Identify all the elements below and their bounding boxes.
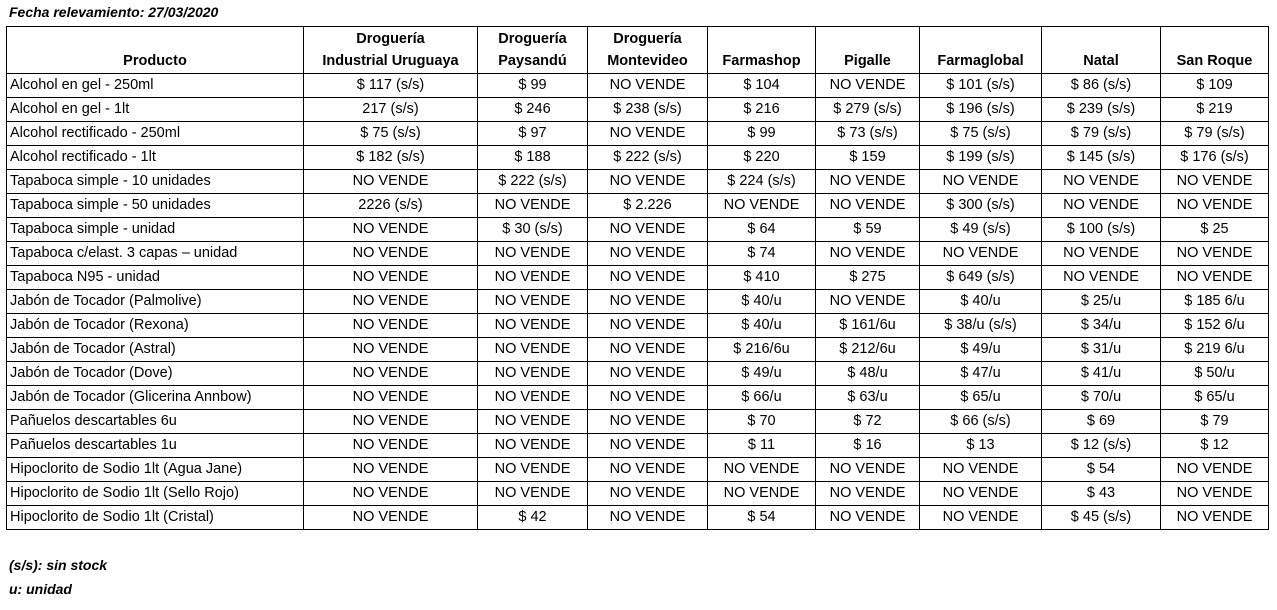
table-row xyxy=(7,290,1269,314)
price-cell: $ 79 (s/s) xyxy=(1042,122,1161,146)
price-cell: NO VENDE xyxy=(304,386,478,410)
price-cell: NO VENDE xyxy=(1042,266,1161,290)
column-header-line2: San Roque xyxy=(1176,53,1253,69)
price-cell: $ 42 xyxy=(478,506,588,530)
table-row xyxy=(7,362,1269,386)
price-cell: $ 101 (s/s) xyxy=(920,74,1042,98)
price-cell: $ 48/u xyxy=(816,362,920,386)
column-header-line1 xyxy=(1045,28,1157,50)
product-cell: Tapaboca simple - unidad xyxy=(7,218,304,242)
table-row xyxy=(7,74,1269,98)
price-cell: NO VENDE xyxy=(478,314,588,338)
price-cell: $ 40/u xyxy=(708,314,816,338)
column-header-line1 xyxy=(711,28,812,50)
price-cell: NO VENDE xyxy=(478,458,588,482)
column-header-producto xyxy=(7,27,304,74)
price-cell: $ 59 xyxy=(816,218,920,242)
price-cell: NO VENDE xyxy=(816,506,920,530)
table-row xyxy=(7,338,1269,362)
legend-sin-stock: (s/s): sin stock xyxy=(9,557,108,573)
header-row xyxy=(7,27,1269,74)
price-cell: NO VENDE xyxy=(304,338,478,362)
price-cell: NO VENDE xyxy=(708,194,816,218)
table-header xyxy=(7,27,1269,74)
table-row xyxy=(7,434,1269,458)
column-header-line2: Industrial Uruguaya xyxy=(322,53,459,69)
product-cell: Alcohol en gel - 250ml xyxy=(7,74,304,98)
price-cell: $ 66 (s/s) xyxy=(920,410,1042,434)
product-cell: Pañuelos descartables 1u xyxy=(7,434,304,458)
column-header-line2: Pigalle xyxy=(844,53,891,69)
price-cell: NO VENDE xyxy=(588,74,708,98)
price-cell: $ 222 (s/s) xyxy=(478,170,588,194)
product-cell: Tapaboca simple - 50 unidades xyxy=(7,194,304,218)
price-cell: NO VENDE xyxy=(478,338,588,362)
price-cell: NO VENDE xyxy=(588,434,708,458)
price-cell: $ 43 xyxy=(1042,482,1161,506)
price-cell: $ 220 xyxy=(708,146,816,170)
table-row xyxy=(7,146,1269,170)
price-cell: $ 159 xyxy=(816,146,920,170)
price-cell: $ 64 xyxy=(708,218,816,242)
column-header xyxy=(708,27,816,74)
table-row xyxy=(7,314,1269,338)
table-row xyxy=(7,218,1269,242)
price-cell: $ 16 xyxy=(816,434,920,458)
price-cell: NO VENDE xyxy=(478,362,588,386)
price-cell: $ 38/u (s/s) xyxy=(920,314,1042,338)
price-cell: $ 79 (s/s) xyxy=(1161,122,1269,146)
price-cell: NO VENDE xyxy=(588,122,708,146)
price-cell: $ 69 xyxy=(1042,410,1161,434)
product-cell: Hipoclorito de Sodio 1lt (Agua Jane) xyxy=(7,458,304,482)
column-header-line1 xyxy=(923,28,1038,50)
table-row xyxy=(7,98,1269,122)
price-cell: NO VENDE xyxy=(588,266,708,290)
price-cell: $ 145 (s/s) xyxy=(1042,146,1161,170)
price-cell: 2226 (s/s) xyxy=(304,194,478,218)
price-cell: $ 75 (s/s) xyxy=(304,122,478,146)
product-cell: Jabón de Tocador (Palmolive) xyxy=(7,290,304,314)
table-row xyxy=(7,170,1269,194)
price-cell: NO VENDE xyxy=(304,242,478,266)
column-header-line2: Montevideo xyxy=(607,53,688,69)
column-header xyxy=(816,27,920,74)
price-cell: NO VENDE xyxy=(304,434,478,458)
price-cell: NO VENDE xyxy=(478,434,588,458)
product-cell: Jabón de Tocador (Astral) xyxy=(7,338,304,362)
product-cell: Pañuelos descartables 6u xyxy=(7,410,304,434)
price-cell: NO VENDE xyxy=(588,362,708,386)
column-header-line1 xyxy=(1164,28,1265,50)
price-cell: NO VENDE xyxy=(708,458,816,482)
column-header xyxy=(1161,27,1269,74)
price-cell: $ 54 xyxy=(1042,458,1161,482)
price-cell: $ 216 xyxy=(708,98,816,122)
price-cell: NO VENDE xyxy=(1042,242,1161,266)
price-cell: $ 117 (s/s) xyxy=(304,74,478,98)
price-cell: NO VENDE xyxy=(588,482,708,506)
price-cell: NO VENDE xyxy=(708,482,816,506)
price-cell: NO VENDE xyxy=(1161,482,1269,506)
price-cell: $ 47/u xyxy=(920,362,1042,386)
price-cell: $ 70/u xyxy=(1042,386,1161,410)
column-header-line2: Natal xyxy=(1083,53,1119,69)
column-header xyxy=(1042,27,1161,74)
price-cell: NO VENDE xyxy=(588,458,708,482)
price-cell: $ 40/u xyxy=(708,290,816,314)
price-cell: $ 97 xyxy=(478,122,588,146)
price-cell: $ 212/6u xyxy=(816,338,920,362)
column-header-line2: Producto xyxy=(123,53,187,69)
table-row xyxy=(7,266,1269,290)
price-cell: $ 65/u xyxy=(1161,386,1269,410)
price-cell: $ 275 xyxy=(816,266,920,290)
price-cell: $ 196 (s/s) xyxy=(920,98,1042,122)
price-cell: NO VENDE xyxy=(304,410,478,434)
table-row xyxy=(7,410,1269,434)
price-cell: $ 70 xyxy=(708,410,816,434)
product-cell: Hipoclorito de Sodio 1lt (Sello Rojo) xyxy=(7,482,304,506)
price-cell: NO VENDE xyxy=(920,458,1042,482)
price-cell: NO VENDE xyxy=(588,290,708,314)
price-cell: NO VENDE xyxy=(304,458,478,482)
price-cell: NO VENDE xyxy=(816,482,920,506)
column-header xyxy=(304,27,478,74)
price-cell: NO VENDE xyxy=(588,386,708,410)
price-cell: $ 11 xyxy=(708,434,816,458)
price-cell: NO VENDE xyxy=(588,242,708,266)
price-cell: $ 65/u xyxy=(920,386,1042,410)
column-header xyxy=(920,27,1042,74)
price-table xyxy=(6,26,1269,530)
price-cell: NO VENDE xyxy=(816,74,920,98)
price-cell: $ 63/u xyxy=(816,386,920,410)
price-cell: NO VENDE xyxy=(920,170,1042,194)
price-cell: NO VENDE xyxy=(478,194,588,218)
price-cell: $ 41/u xyxy=(1042,362,1161,386)
price-cell: $ 99 xyxy=(478,74,588,98)
product-cell: Jabón de Tocador (Glicerina Annbow) xyxy=(7,386,304,410)
price-cell: NO VENDE xyxy=(478,410,588,434)
price-cell: $ 45 (s/s) xyxy=(1042,506,1161,530)
column-header-line1 xyxy=(10,28,300,50)
price-cell: NO VENDE xyxy=(304,290,478,314)
price-cell: $ 12 xyxy=(1161,434,1269,458)
price-cell: $ 161/6u xyxy=(816,314,920,338)
price-cell: $ 49 (s/s) xyxy=(920,218,1042,242)
price-cell: NO VENDE xyxy=(816,290,920,314)
table-row xyxy=(7,386,1269,410)
product-cell: Tapaboca simple - 10 unidades xyxy=(7,170,304,194)
price-cell: $ 79 xyxy=(1161,410,1269,434)
product-cell: Alcohol rectificado - 250ml xyxy=(7,122,304,146)
price-cell: NO VENDE xyxy=(588,410,708,434)
price-cell: $ 216/6u xyxy=(708,338,816,362)
price-cell: $ 74 xyxy=(708,242,816,266)
price-cell: $ 188 xyxy=(478,146,588,170)
price-cell: $ 219 xyxy=(1161,98,1269,122)
price-cell: $ 25 xyxy=(1161,218,1269,242)
price-cell: NO VENDE xyxy=(920,482,1042,506)
table-row xyxy=(7,122,1269,146)
price-cell: NO VENDE xyxy=(588,218,708,242)
price-cell: $ 66/u xyxy=(708,386,816,410)
price-cell: $ 34/u xyxy=(1042,314,1161,338)
price-cell: NO VENDE xyxy=(1042,170,1161,194)
price-cell: NO VENDE xyxy=(304,218,478,242)
price-cell: NO VENDE xyxy=(1161,506,1269,530)
price-cell: NO VENDE xyxy=(816,170,920,194)
product-cell: Jabón de Tocador (Dove) xyxy=(7,362,304,386)
column-header-line2: Paysandú xyxy=(498,53,567,69)
price-cell: NO VENDE xyxy=(1161,458,1269,482)
price-cell: $ 99 xyxy=(708,122,816,146)
product-cell: Alcohol rectificado - 1lt xyxy=(7,146,304,170)
price-cell: $ 13 xyxy=(920,434,1042,458)
column-header-line2: Farmashop xyxy=(722,53,801,69)
product-cell: Alcohol en gel - 1lt xyxy=(7,98,304,122)
price-cell: $ 224 (s/s) xyxy=(708,170,816,194)
price-cell: $ 152 6/u xyxy=(1161,314,1269,338)
price-cell: $ 246 xyxy=(478,98,588,122)
product-cell: Hipoclorito de Sodio 1lt (Cristal) xyxy=(7,506,304,530)
price-cell: $ 239 (s/s) xyxy=(1042,98,1161,122)
price-cell: $ 12 (s/s) xyxy=(1042,434,1161,458)
price-cell: NO VENDE xyxy=(478,290,588,314)
price-cell: NO VENDE xyxy=(304,170,478,194)
price-cell: NO VENDE xyxy=(304,482,478,506)
price-cell: $ 222 (s/s) xyxy=(588,146,708,170)
column-header-line1: Droguería xyxy=(613,31,682,47)
column-header xyxy=(478,27,588,74)
product-cell: Tapaboca c/elast. 3 capas – unidad xyxy=(7,242,304,266)
price-cell: $ 54 xyxy=(708,506,816,530)
price-cell: $ 104 xyxy=(708,74,816,98)
price-cell: NO VENDE xyxy=(304,506,478,530)
price-cell: NO VENDE xyxy=(588,170,708,194)
price-cell: NO VENDE xyxy=(588,338,708,362)
price-cell: $ 25/u xyxy=(1042,290,1161,314)
price-cell: $ 649 (s/s) xyxy=(920,266,1042,290)
survey-date: Fecha relevamiento: 27/03/2020 xyxy=(9,4,219,20)
product-cell: Jabón de Tocador (Rexona) xyxy=(7,314,304,338)
price-cell: NO VENDE xyxy=(478,266,588,290)
price-cell: 217 (s/s) xyxy=(304,98,478,122)
price-cell: NO VENDE xyxy=(304,266,478,290)
price-cell: $ 75 (s/s) xyxy=(920,122,1042,146)
price-cell: $ 50/u xyxy=(1161,362,1269,386)
price-cell: $ 73 (s/s) xyxy=(816,122,920,146)
table-body xyxy=(7,74,1269,530)
price-cell: $ 100 (s/s) xyxy=(1042,218,1161,242)
column-header xyxy=(588,27,708,74)
price-cell: $ 185 6/u xyxy=(1161,290,1269,314)
price-cell: $ 219 6/u xyxy=(1161,338,1269,362)
price-cell: $ 410 xyxy=(708,266,816,290)
price-cell: NO VENDE xyxy=(588,314,708,338)
price-cell: $ 31/u xyxy=(1042,338,1161,362)
price-cell: $ 86 (s/s) xyxy=(1042,74,1161,98)
price-cell: NO VENDE xyxy=(920,242,1042,266)
table-row xyxy=(7,242,1269,266)
price-cell: NO VENDE xyxy=(1161,266,1269,290)
table-row xyxy=(7,194,1269,218)
legend-unidad: u: unidad xyxy=(9,581,72,597)
price-cell: NO VENDE xyxy=(816,242,920,266)
price-cell: $ 40/u xyxy=(920,290,1042,314)
price-cell: NO VENDE xyxy=(1042,194,1161,218)
column-header-line1 xyxy=(819,28,916,50)
price-cell: $ 199 (s/s) xyxy=(920,146,1042,170)
price-cell: NO VENDE xyxy=(1161,170,1269,194)
column-header-line1: Droguería xyxy=(498,31,567,47)
price-cell: NO VENDE xyxy=(816,458,920,482)
price-cell: $ 238 (s/s) xyxy=(588,98,708,122)
price-cell: NO VENDE xyxy=(304,362,478,386)
price-cell: NO VENDE xyxy=(304,314,478,338)
column-header-line1: Droguería xyxy=(356,31,425,47)
price-cell: $ 109 xyxy=(1161,74,1269,98)
price-cell: NO VENDE xyxy=(920,506,1042,530)
table-row xyxy=(7,506,1269,530)
price-cell: $ 2.226 xyxy=(588,194,708,218)
price-cell: $ 72 xyxy=(816,410,920,434)
price-cell: NO VENDE xyxy=(478,386,588,410)
price-cell: NO VENDE xyxy=(588,506,708,530)
price-cell: $ 30 (s/s) xyxy=(478,218,588,242)
price-cell: $ 49/u xyxy=(708,362,816,386)
price-cell: $ 176 (s/s) xyxy=(1161,146,1269,170)
price-cell: NO VENDE xyxy=(816,194,920,218)
price-cell: $ 300 (s/s) xyxy=(920,194,1042,218)
price-cell: $ 49/u xyxy=(920,338,1042,362)
table-row xyxy=(7,458,1269,482)
price-cell: NO VENDE xyxy=(1161,242,1269,266)
column-header-line2: Farmaglobal xyxy=(937,53,1024,69)
price-cell: $ 182 (s/s) xyxy=(304,146,478,170)
product-cell: Tapaboca N95 - unidad xyxy=(7,266,304,290)
price-cell: NO VENDE xyxy=(478,242,588,266)
price-cell: $ 279 (s/s) xyxy=(816,98,920,122)
price-cell: NO VENDE xyxy=(478,482,588,506)
table-row xyxy=(7,482,1269,506)
price-cell: NO VENDE xyxy=(1161,194,1269,218)
